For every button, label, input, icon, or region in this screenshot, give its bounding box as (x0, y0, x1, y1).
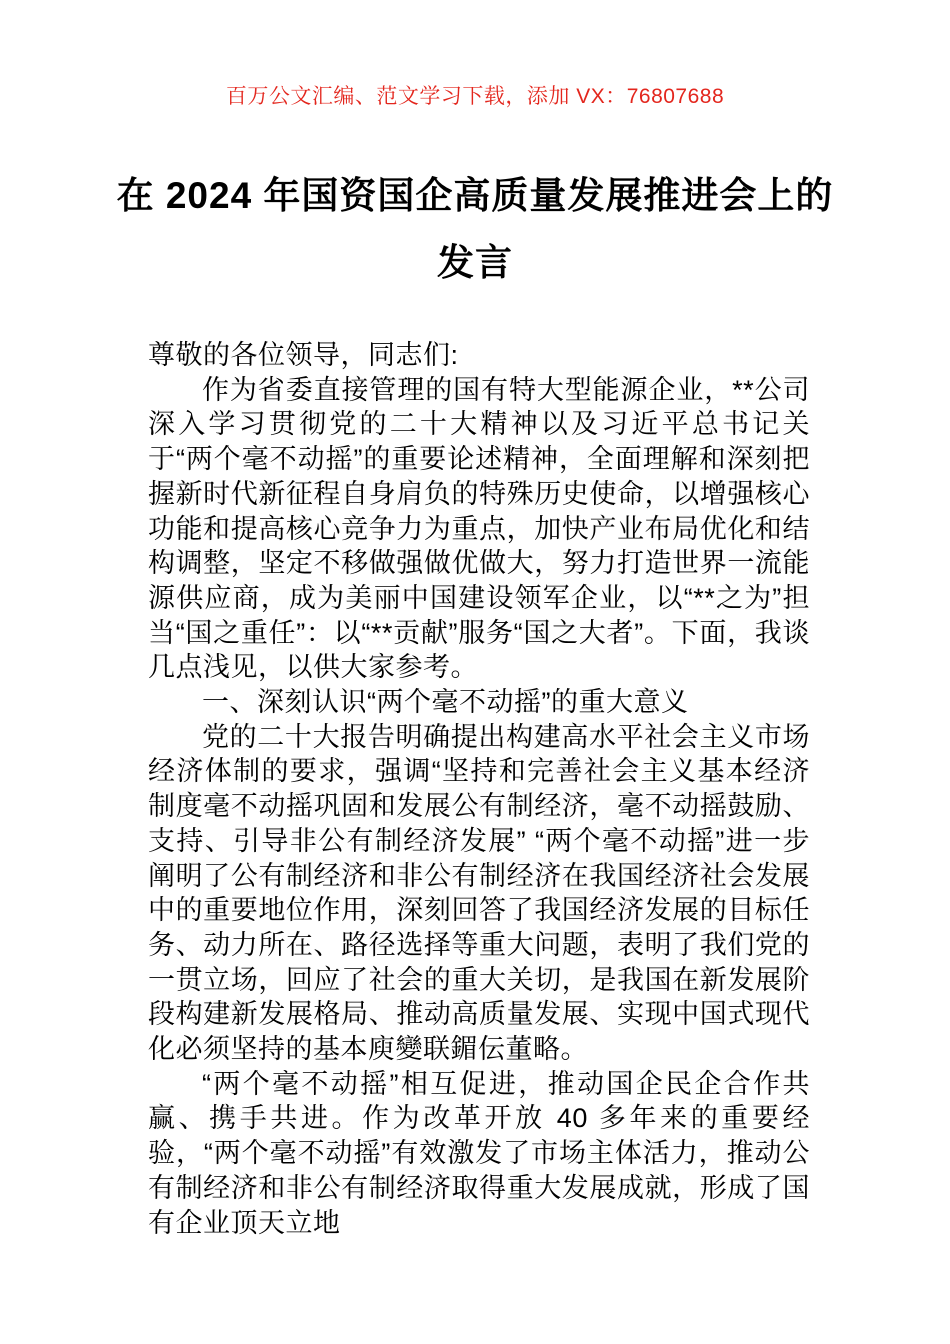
salutation: 尊敬的各位领导，同志们: (148, 340, 459, 370)
document-body (148, 338, 810, 1240)
paragraph-section1-body-2: “两个毫不动摇”相互促进，推动国企民企合作共赢、携手共进。作为改革开放 40 多年来的重要经验，“两个毫不动摇”有效激发了市场主体活力，推动公有制经济和非公有制经济取得重大发展成就，形成了国有企业顶天立地 (148, 1068, 810, 1238)
document-title-line-2: 发言 (437, 242, 513, 283)
section-heading-1: 一、深刻认识“两个毫不动摇”的重大意义 (202, 687, 689, 718)
promo-notice: 百万公文汇编、范文学习下载，添加 VX：76807688 (225, 85, 725, 108)
paragraph-section1-body: 党的二十大报告明确提出构建高水平社会主义市场经济体制的要求，强调“坚持和完善社会主义基本经济制度毫不动摇巩固和发展公有制经济，毫不动摇鼓励、支持、引导非公有制经济发展” “两个毫不动摇”进一步阐明了公有制经济和非公有制经济在我国经济社会发展中的重要地位作用，深刻回答了我国经济发展的目标任务、动力所在、路径选择等重大问题，表明了我们党的一贯立场，回应了社会的重大关切，是我国在新发展阶段构建新发展格局、推动高质量发展、实现中国式现代化必须坚持的基本庾變联鎇伝董略。 (148, 721, 810, 1065)
document-title (0, 162, 950, 296)
paragraph-intro: 作为省委直接管理的国有特大型能源企业，**公司深入学习贯彻党的二十大精神以及习近平总书记关于“两个毫不动摇”的重要论述精神，全面理解和深刻把握新时代新征程自身肩负的特殊历史使命，以增强核心功能和提高核心竞争力为重点，加快产业布局优化和结构调整，坚定不移做强做优做大，努力打造世界一流能源供应商，成为美丽中国建设领军企业，以“**之为”担当“国之重任”：以“**贡献”服务“国之大者”。下面，我谈几点浅见，以供大家参考。 (148, 374, 810, 683)
document-title-line-1: 在 2024 年国资国企高质量发展推进会上的 (116, 175, 834, 216)
